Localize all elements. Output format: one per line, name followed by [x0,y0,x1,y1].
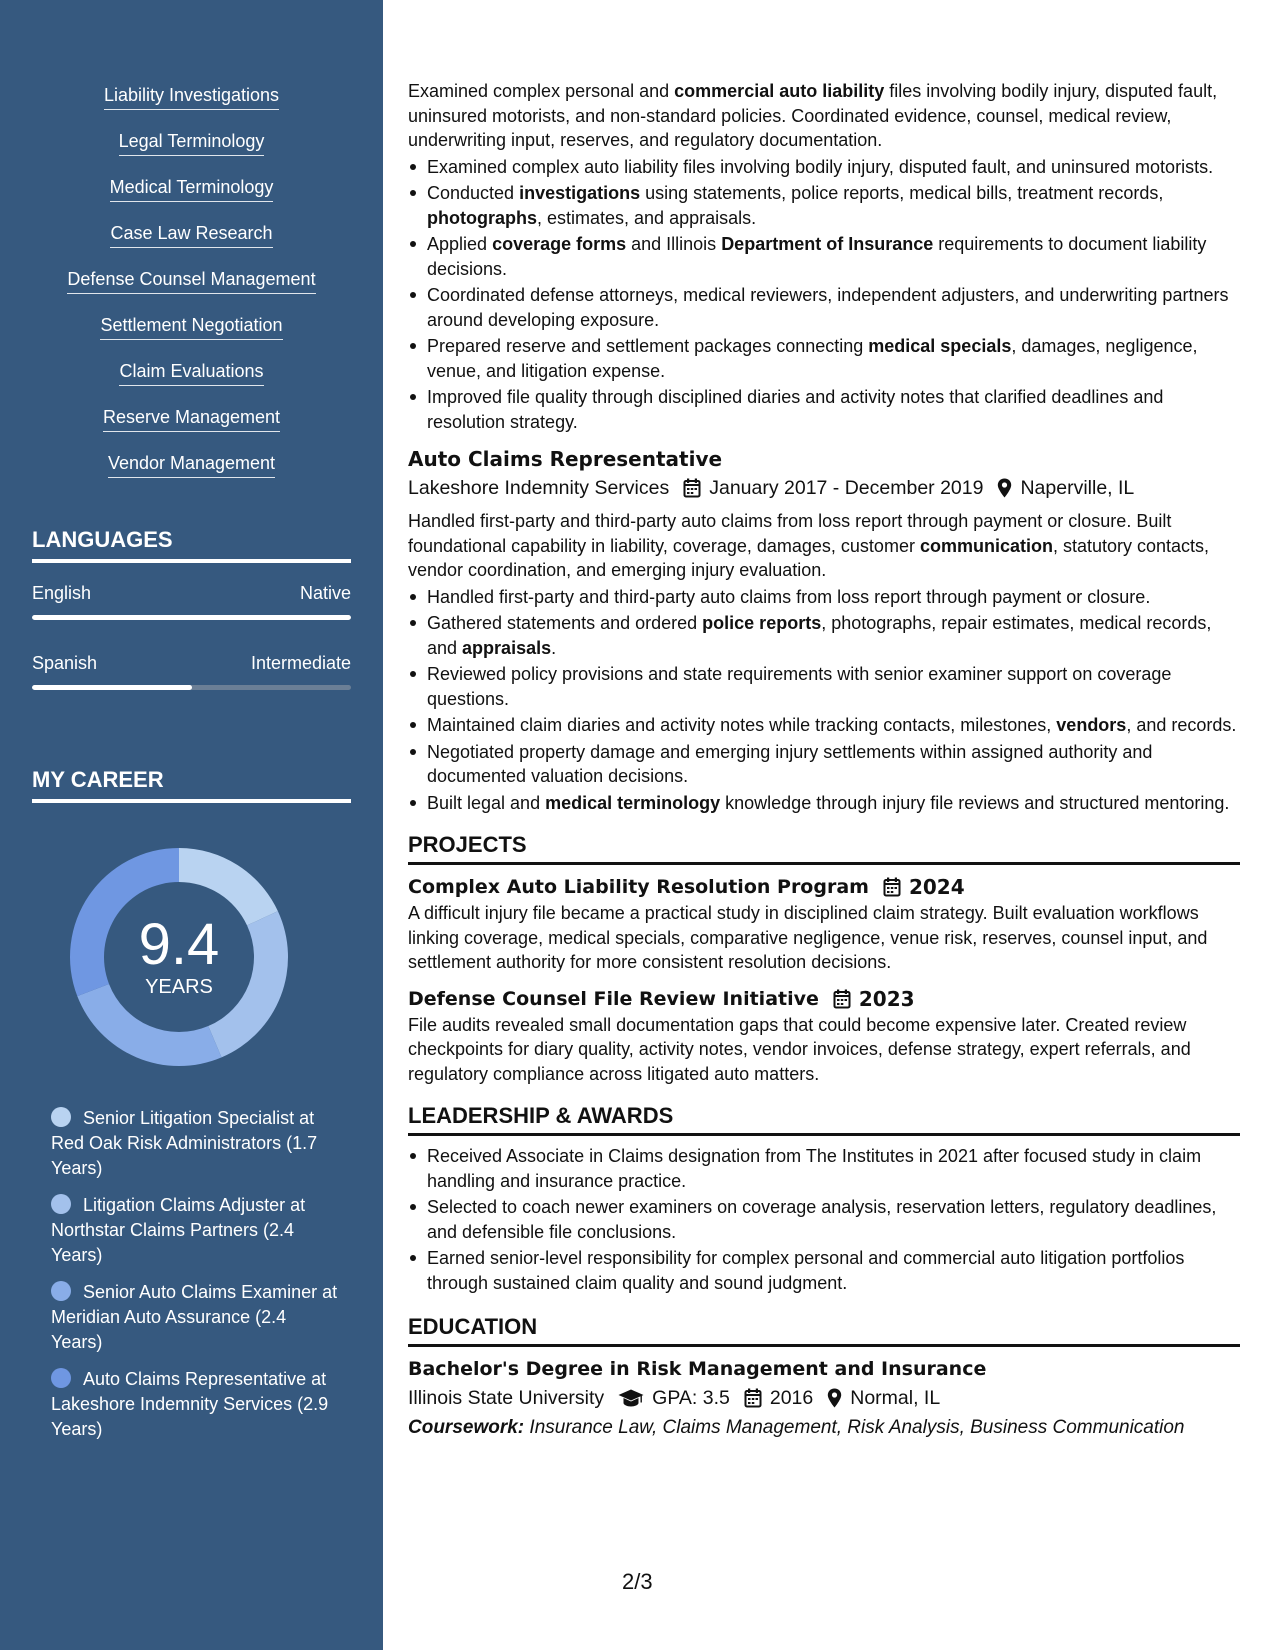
bullet-item: Earned senior-level responsibility for complex personal and commercial auto litigation portfolios through sustained claim quality and sound judgment. [408,1246,1240,1295]
project-name: Defense Counsel File Review Initiative [408,987,819,1010]
career-list [51,1106,341,1454]
bullet-item: Gathered statements and ordered police reports, photographs, repair estimates, medical records, and appraisals. [408,611,1240,660]
bullet-item: Maintained claim diaries and activity notes while tracking contacts, milestones, vendors, and records. [408,713,1240,738]
sidebar [0,0,383,1650]
job-dates: January 2017 - December 2019 [709,477,984,499]
leadership-bullets [408,1144,1240,1295]
language-level: Intermediate [250,653,351,673]
career-item-text: Litigation Claims Adjuster at Northstar Claims Partners (2.4 Years) [51,1195,306,1265]
location-pin-icon [997,478,1012,498]
career-dot [51,1194,71,1214]
bullet-item: Reviewed policy provisions and state requirements with senior examiner support on coverage questions. [408,662,1240,711]
language-bar [32,615,351,620]
career-item [51,1193,341,1268]
calendar-icon [744,1388,762,1408]
career-item-text: Senior Litigation Specialist at Red Oak Risk Administrators (1.7 Years) [51,1108,318,1178]
coursework-list: Insurance Law, Claims Management, Risk Analysis, Business Communication [529,1417,1185,1438]
job-title: Auto Claims Representative [408,447,723,471]
career-heading: MY CAREER [32,767,351,803]
main-content [408,79,1240,1443]
bullet-item: Selected to coach newer examiners on coverage analysis, reservation letters, regulatory deadlines, and defensible file conclusions. [408,1195,1240,1244]
bullet-item: Negotiated property damage and emerging injury settlements within assigned authority and documented valuation decisions. [408,740,1240,789]
language-name: Spanish [32,653,98,673]
career-item-text: Auto Claims Representative at Lakeshore Indemnity Services (2.9 Years) [51,1369,329,1439]
skill-item: Claim Evaluations [119,360,263,386]
job-meta [408,473,1240,503]
bullet-item: Handled first-party and third-party auto claims from loss report through payment or closure. [408,585,1240,610]
skill-item: Medical Terminology [110,176,274,202]
skill-item: Reserve Management [103,406,280,432]
skill-item: Liability Investigations [104,84,279,110]
career-item [51,1106,341,1181]
career-total-unit: YEARS [145,976,213,998]
bullet-item: Conducted investigations using statements, police reports, medical bills, treatment records, photographs, estimates, and appraisals. [408,181,1240,230]
language-name: English [32,583,92,603]
education-gpa: GPA: 3.5 [652,1387,730,1409]
coursework-label: Coursework: [408,1417,525,1438]
career-item [51,1280,341,1355]
project-title [408,873,1240,901]
education-heading: EDUCATION [408,1313,1240,1347]
job-summary: Handled first-party and third-party auto claims from loss report through payment or closure. Built foundational capability in liability, coverage, damages, customer communication, statutory contacts, vendor coordination, and emerging injury evaluation. [408,511,1210,580]
project-description: File audits revealed small documentation gaps that could become expensive later. Created review checkpoints for diary quality, activity notes, vendor invoices, defense strategy, expert referrals, and regulatory compliance across litigated auto matters. [408,1014,1191,1084]
bullet-item: Coordinated defense attorneys, medical reviewers, independent adjusters, and underwriting partners around developing exposure. [408,283,1240,332]
skill-item: Case Law Research [110,222,272,248]
job-bullets [408,585,1240,816]
language-row [32,583,351,604]
project-description: A difficult injury file became a practical study in disciplined claim strategy. Built evaluation workflows linking coverage, medical specials, comparative negligence, venue risk, reserves, counsel input, and settlement authority for more consistent resolution decisions. [408,903,1208,972]
skill-item: Legal Terminology [119,130,265,156]
language-row [32,653,351,674]
job-location: Naperville, IL [1020,477,1135,499]
career-total-value: 9.4 [138,912,220,977]
language-bar-fill [32,615,351,620]
education-meta [408,1383,1240,1413]
education-year: 2016 [769,1387,814,1409]
education-school: Illinois State University [408,1387,605,1409]
career-total [66,912,292,999]
skill-item: Vendor Management [108,452,275,478]
career-dot [51,1281,71,1301]
experience-bullets [408,155,1240,435]
project-name: Complex Auto Liability Resolution Program [408,876,869,898]
education-degree: Bachelor's Degree in Risk Management and Insurance [408,1358,987,1380]
calendar-icon [883,877,901,897]
experience-summary: Examined complex personal and commercial auto liability files involving bodily injury, disputed fault, uninsured motorists, and non-standard policies. Coordinated evidence, counsel, medical review, underwriting input, reserves, and regulatory documentation. [408,81,1218,150]
location-pin-icon [827,1388,842,1408]
career-item [51,1367,341,1442]
bullet-item: Improved file quality through disciplined diaries and activity notes that clarified deadlines and resolution strategy. [408,385,1240,434]
job-company: Lakeshore Indemnity Services [408,477,670,499]
bullet-item: Applied coverage forms and Illinois Department of Insurance requirements to document liability decisions. [408,232,1240,281]
calendar-icon [833,989,851,1009]
career-dot [51,1107,71,1127]
career-item-text: Senior Auto Claims Examiner at Meridian Auto Assurance (2.4 Years) [51,1282,338,1352]
education-location: Normal, IL [850,1387,941,1409]
projects-heading: PROJECTS [408,831,1240,865]
project-year: 2023 [858,986,915,1011]
project-year: 2024 [908,875,965,899]
calendar-icon [683,478,701,498]
bullet-item: Built legal and medical terminology knowledge through injury file reviews and structured mentoring. [408,791,1240,816]
language-bar [32,685,351,690]
skills-list [0,84,383,498]
education-coursework [408,1413,1240,1443]
leadership-heading: LEADERSHIP & AWARDS [408,1102,1240,1136]
bullet-item: Examined complex auto liability files involving bodily injury, disputed fault, and uninsured motorists. [408,155,1240,180]
language-bar-fill [32,685,192,690]
page-number: 2/3 [622,1569,653,1594]
skill-item: Defense Counsel Management [67,268,315,294]
languages-heading: LANGUAGES [32,527,351,563]
graduation-cap-icon [618,1389,644,1407]
bullet-item: Prepared reserve and settlement packages connecting medical specials, damages, negligence, venue, and litigation expense. [408,334,1240,383]
project-title [408,985,1240,1013]
career-dot [51,1368,71,1388]
language-level: Native [299,583,351,603]
skill-item: Settlement Negotiation [100,314,282,340]
bullet-item: Received Associate in Claims designation from The Institutes in 2021 after focused study in claim handling and insurance practice. [408,1144,1240,1193]
